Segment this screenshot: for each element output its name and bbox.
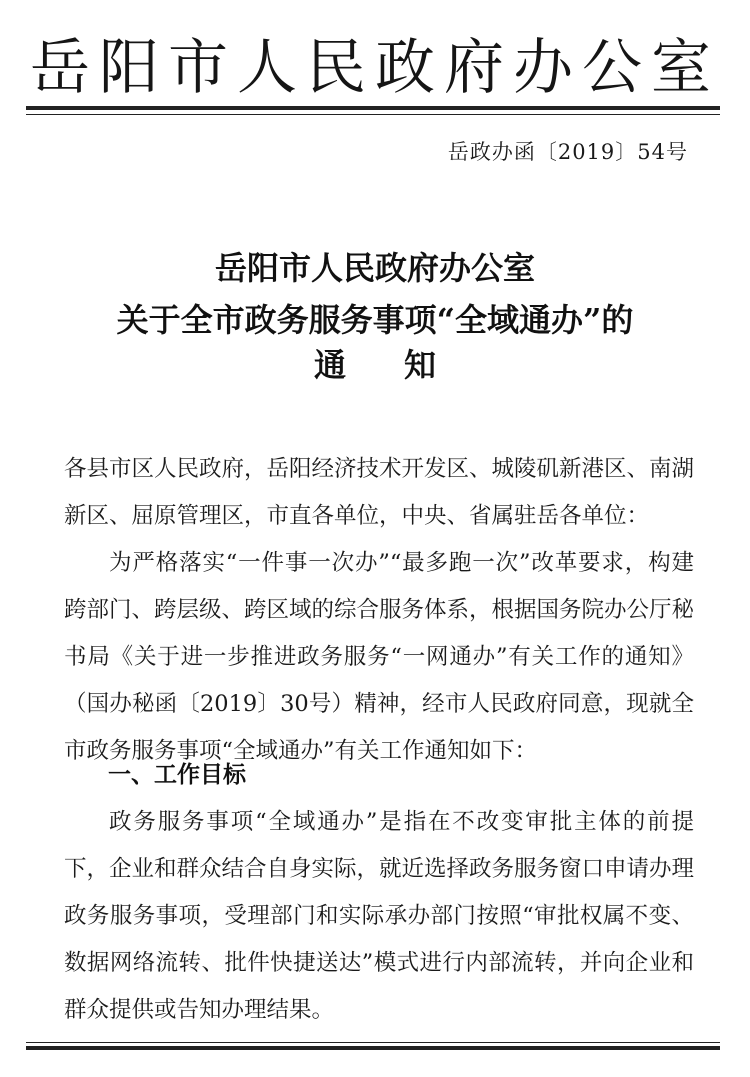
addressee-text: 各县市区人民政府，岳阳经济技术开发区、城陵矶新港区、南湖新区、屈原管理区，市直各单位，中央、省属驻岳各单位： <box>64 456 695 529</box>
footer-divider-thick <box>26 1046 720 1050</box>
goal-paragraph <box>64 799 694 1034</box>
section-heading-work-goal: 一、工作目标 <box>108 762 246 788</box>
document-number: 岳政办函〔2019〕54号 <box>447 140 688 164</box>
title-char-tong: 通 <box>313 346 346 384</box>
header-divider-thick <box>26 106 720 110</box>
intro-paragraph-text: 为严格落实“一件事一次办”“最多跑一次”改革要求，构建跨部门、跨层级、跨区域的综合服务体系，根据国务院办公厅秘书局《关于进一步推进政务服务“一网通办”有关工作的通知》（国办秘函〔2019〕30号）精神，经市人民政府同意，现就全市政务服务事项“全域通办”有关工作通知如下： <box>64 550 695 764</box>
header-divider-thin <box>26 114 720 115</box>
issuing-office-masthead: 岳阳市人民政府办公室 <box>30 33 720 103</box>
intro-paragraph <box>64 540 694 775</box>
title-char-zhi: 知 <box>404 346 437 384</box>
title-line-2: 关于全市政务服务事项“全域通办”的 <box>116 301 634 339</box>
title-line-3 <box>0 343 750 387</box>
addressee-block <box>64 446 694 540</box>
footer-divider-thin <box>26 1042 720 1043</box>
title-line-1: 岳阳市人民政府办公室 <box>214 249 535 287</box>
goal-paragraph-text: 政务服务事项“全域通办”是指在不改变审批主体的前提下，企业和群众结合自身实际，就近选择政务服务窗口申请办理政务服务事项，受理部门和实际承办部门按照“审批权属不变、数据网络流转、批件快捷送达”模式进行内部流转，并向企业和群众提供或告知办理结果。 <box>64 809 695 1023</box>
